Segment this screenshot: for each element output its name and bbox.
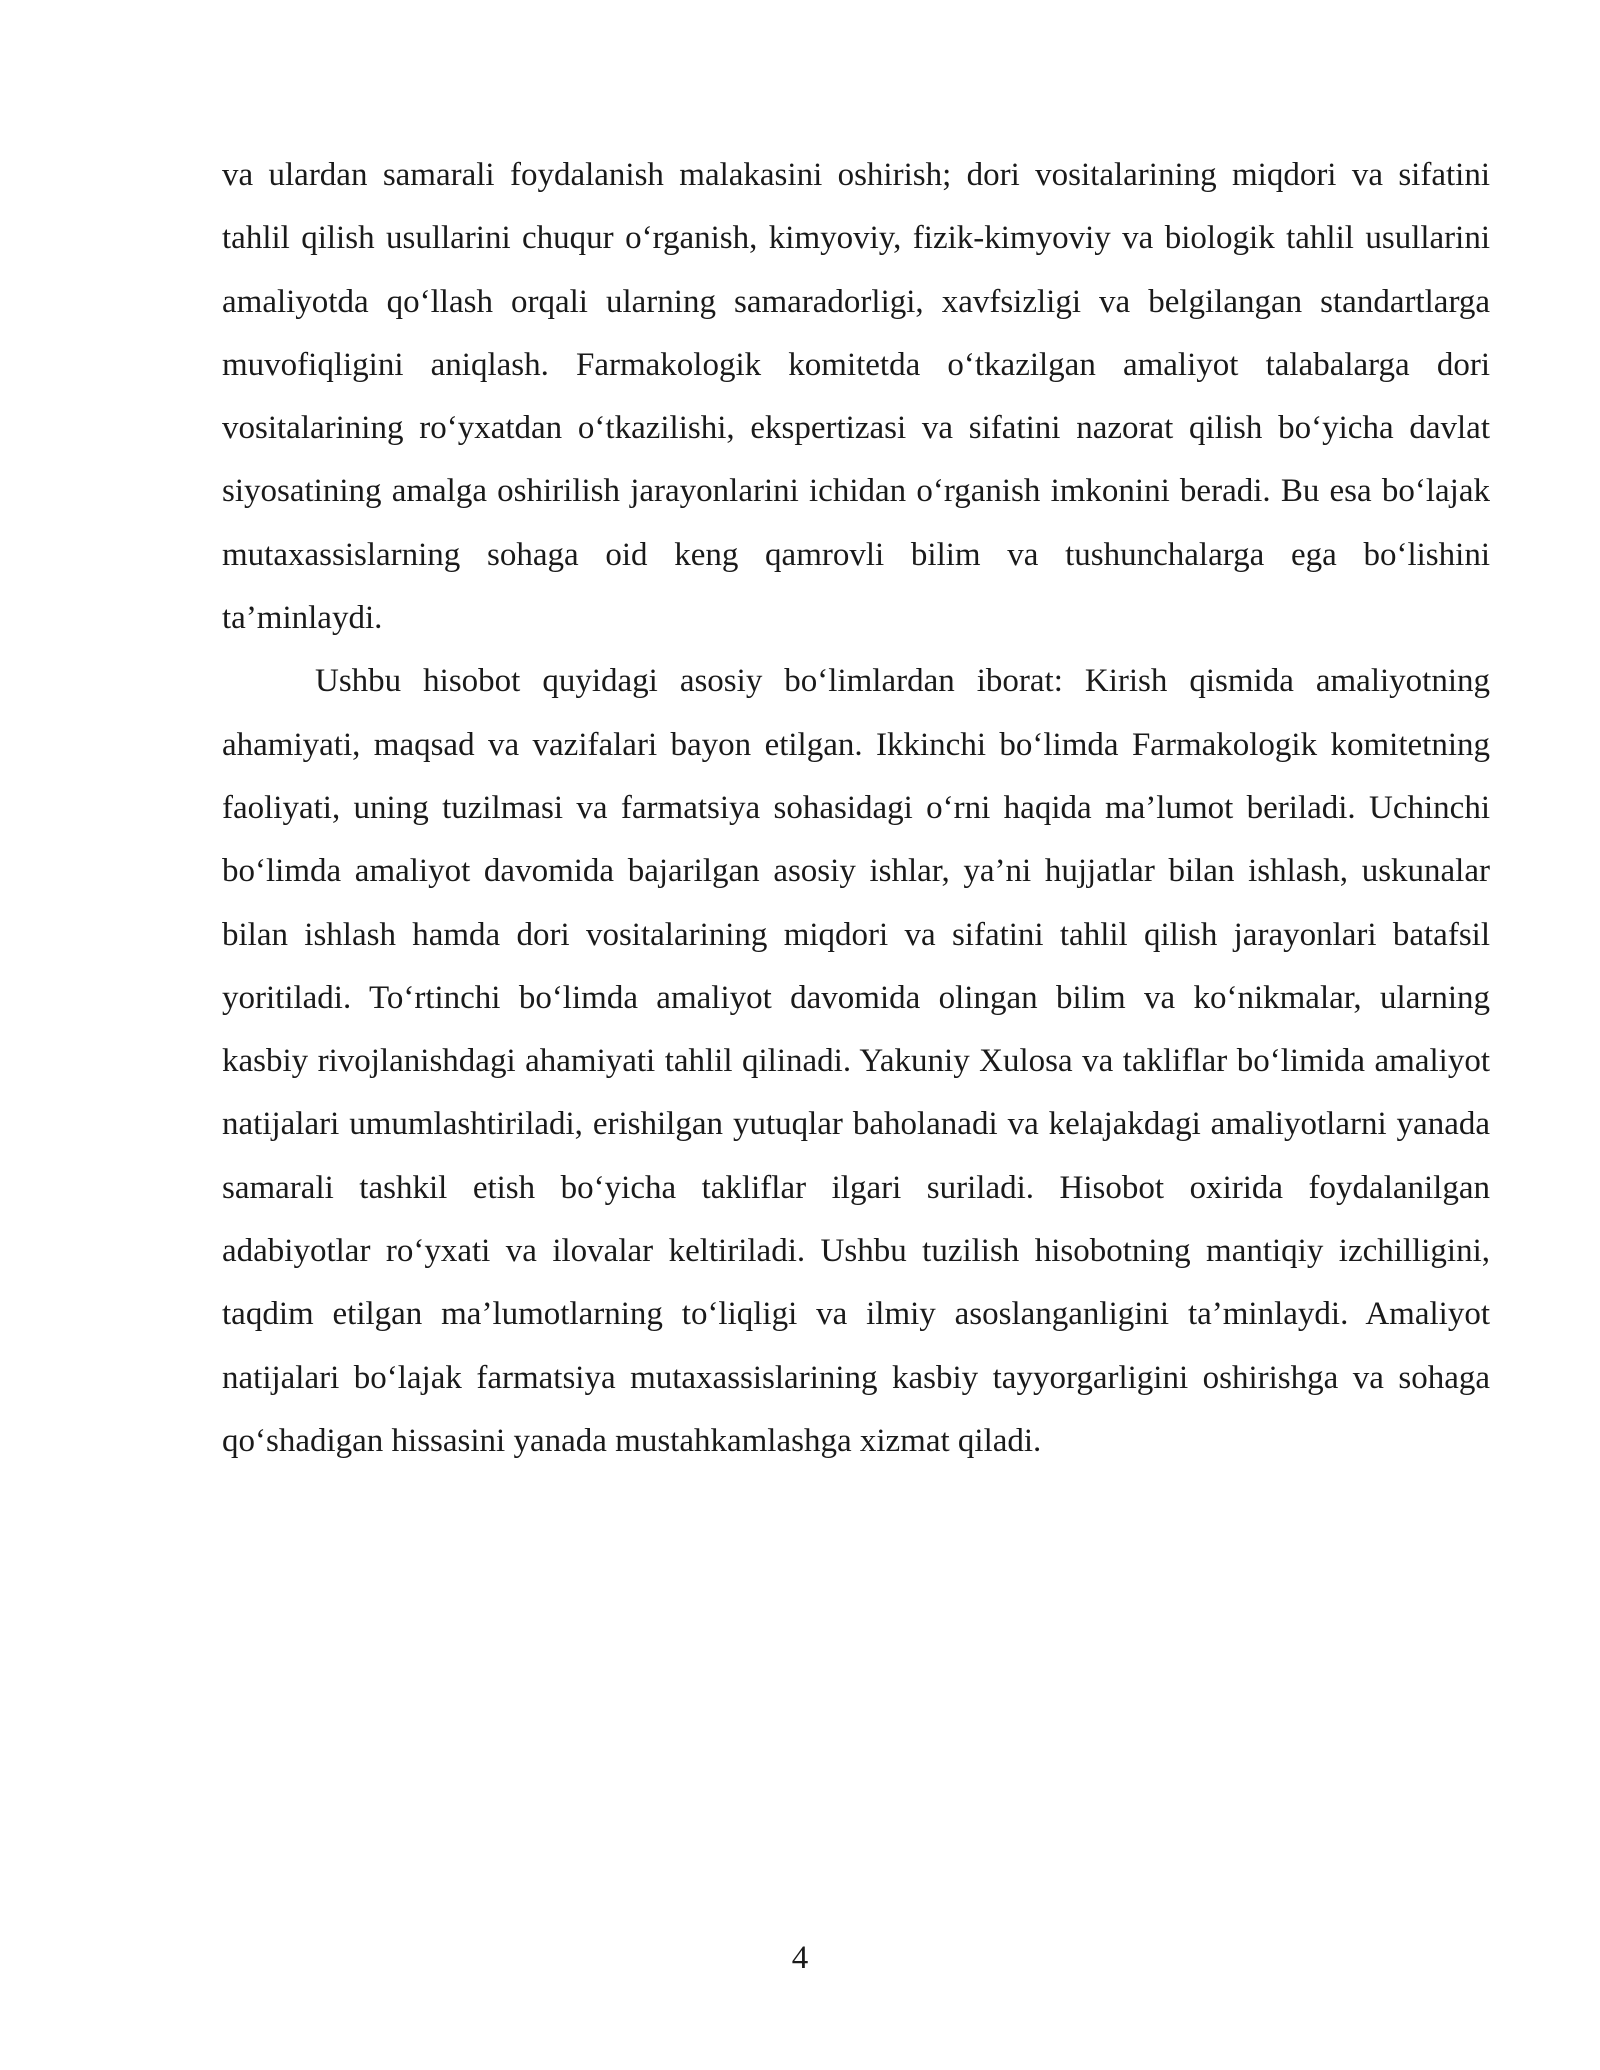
body-text — [222, 144, 1490, 1473]
paragraph-continuation: va ulardan samarali foydalanish malakasini oshirish; dori vositalarining miqdori va sifatini tahlil qilish usullarini chuqur o‘rganish, kimyoviy, fizik-kimyoviy va biologik tahlil usullarini amaliyotda qo‘llash orqali ularning samaradorligi, xavfsizligi va belgilangan standartlarga muvofiqligini aniqlash. Farmakologik komitetda o‘tkazilgan amaliyot talabalarga dori vositalarining ro‘yxatdan o‘tkazilishi, ekspertizasi va sifatini nazorat qilish bo‘yicha davlat siyosatining amalga oshirilish jarayonlarini ichidan o‘rganish imkonini beradi. Bu esa bo‘lajak mutaxassislarning sohaga oid keng qamrovli bilim va tushunchalarga ega bo‘lishini ta’minlaydi. — [222, 157, 1490, 637]
paragraph-report-structure: Ushbu hisobot quyidagi asosiy bo‘limlardan iborat: Kirish qismida amaliyotning ahamiyati, maqsad va vazifalari bayon etilgan. Ikkinchi bo‘limda Farmakologik komitetning faoliyati, uning tuzilmasi va farmatsiya sohasidagi o‘rni haqida ma’lumot beriladi. Uchinchi bo‘limda amaliyot davomida bajarilgan asosiy ishlar, ya’ni hujjatlar bilan ishlash, uskunalar bilan ishlash hamda dori vositalarining miqdori va sifatini tahlil qilish jarayonlari batafsil yoritiladi. To‘rtinchi bo‘limda amaliyot davomida olingan bilim va ko‘nikmalar, ularning kasbiy rivojlanishdagi ahamiyati tahlil qilinadi. Yakuniy Xulosa va takliflar bo‘limida amaliyot natijalari umumlashtiriladi, erishilgan yutuqlar baholanadi va kelajakdagi amaliyotlarni yanada samarali tashkil etish bo‘yicha takliflar ilgari suriladi. Hisobot oxirida foydalanilgan adabiyotlar ro‘yxati va ilovalar keltiriladi. Ushbu tuzilish hisobotning mantiqiy izchilligini, taqdim etilgan ma’lumotlarning to‘liqligi va ilmiy asoslanganligini ta’minlaydi. Amaliyot natijalari bo‘lajak farmatsiya mutaxassislarining kasbiy tayyorgarligini oshirishga va sohaga qo‘shadigan hissasini yanada mustahkamlashga xizmat qiladi. — [222, 663, 1490, 1459]
page-number: 4 — [791, 1940, 809, 1976]
